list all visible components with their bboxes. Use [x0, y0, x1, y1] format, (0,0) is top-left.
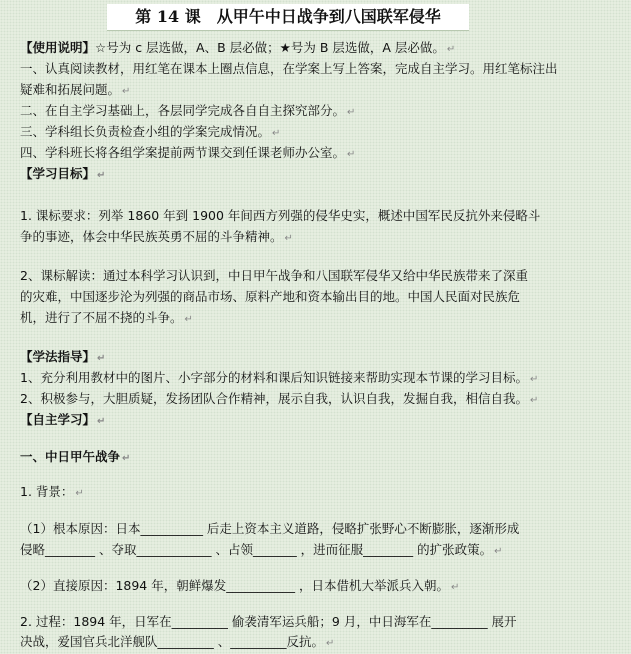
- direct-cause: [20, 576, 459, 594]
- usage-item-1b: [20, 80, 130, 98]
- goal-2a: [20, 266, 528, 284]
- return-mark: ↵: [347, 149, 356, 160]
- usage-item-4: [20, 143, 355, 161]
- return-mark: ↵: [97, 353, 106, 364]
- usage-item-1a: [20, 59, 558, 77]
- goals-heading-text: 【学习目标】: [20, 166, 96, 181]
- goals-heading: [20, 164, 105, 182]
- background-label-text: 1. 背景：: [20, 484, 74, 499]
- return-mark: ↵: [347, 107, 356, 118]
- return-mark: ↵: [450, 582, 460, 593]
- process-b: [20, 632, 334, 650]
- return-mark: ↵: [122, 453, 131, 464]
- process-a-text: 2. 过程：1894 年，日军在_________ 偷袭清军运兵船；9 月，中日海军在_________ 展开: [20, 614, 517, 629]
- goal-2a-text: 2、课标解读：通过本科学习认识到，中日甲午战争和八国联军侵华又给中华民族带来了深重: [20, 268, 528, 283]
- goal-2c: [20, 308, 193, 326]
- usage-note: [20, 38, 455, 56]
- root-cause-b: [20, 540, 503, 558]
- lesson-title: 第 14 课 从甲午中日战争到八国联军侵华: [107, 4, 469, 31]
- goal-2c-text: 机，进行了不屈不挠的斗争。: [20, 310, 183, 325]
- process-b-text: 决战，爱国官兵北洋舰队_________ 、_________反抗。: [20, 634, 324, 649]
- return-mark: ↵: [122, 86, 131, 97]
- usage-note-text: ☆号为 c 层选做，A、B 层必做；★号为 B 层选做，A 层必做。: [95, 40, 445, 55]
- goal-1b: [20, 227, 293, 245]
- return-mark: ↵: [272, 128, 281, 139]
- return-mark: ↵: [97, 416, 106, 427]
- method-2: [20, 389, 538, 407]
- return-mark: ↵: [284, 233, 293, 244]
- goal-1a: [20, 206, 540, 224]
- section-1-heading: [20, 447, 130, 465]
- return-mark: ↵: [446, 44, 456, 55]
- goal-1b-text: 争的事迹，体会中华民族英勇不屈的斗争精神。: [20, 229, 283, 244]
- usage-item-3-text: 三、学科组长负责检查小组的学案完成情况。: [20, 124, 271, 139]
- goal-1a-text: 1. 课标要求：列举 1860 年到 1900 年间西方列强的侵华史实，概述中国军民反抗外来侵略斗: [20, 208, 541, 223]
- self-study-heading-text: 【自主学习】: [20, 412, 96, 427]
- self-study-heading: [20, 410, 105, 428]
- section-1-heading-text: 一、中日甲午战争: [20, 449, 121, 464]
- usage-heading: 【使用说明】: [20, 40, 96, 55]
- return-mark: ↵: [325, 638, 335, 649]
- root-cause-a: [20, 519, 519, 537]
- return-mark: ↵: [529, 374, 539, 385]
- method-heading-text: 【学法指导】: [20, 349, 96, 364]
- return-mark: ↵: [184, 314, 193, 325]
- background-label: [20, 482, 84, 500]
- method-1-text: 1、充分利用教材中的图片、小字部分的材料和课后知识链接来帮助实现本节课的学习目标。: [20, 370, 528, 385]
- direct-cause-text: （2）直接原因：1894 年，朝鲜爆发___________ ，日本借机大举派兵入朝。: [20, 578, 449, 593]
- usage-item-2: [20, 101, 355, 119]
- usage-item-1a-text: 一、认真阅读教材，用红笔在课本上圈点信息，在学案上写上答案，完成自主学习。用红笔标注出: [20, 61, 558, 76]
- root-cause-a-text: （1）根本原因：日本__________ 后走上资本主义道路，侵略扩张野心不断膨胀，逐渐形成: [20, 521, 520, 536]
- goal-2b: [20, 287, 520, 305]
- process-a: [20, 612, 517, 630]
- goal-2b-text: 的灾难，中国逐步沦为列强的商品市场、原料产地和资本输出目的地。中国人民面对民族危: [20, 289, 521, 304]
- return-mark: ↵: [494, 546, 503, 557]
- return-mark: ↵: [97, 170, 106, 181]
- usage-item-4-text: 四、学科班长将各组学案提前两节课交到任课老师办公室。: [20, 145, 346, 160]
- usage-item-3: [20, 122, 280, 140]
- root-cause-b-text: 侵略________ 、夺取____________ 、占领_______ ，进而征服________ 的扩张政策。: [20, 542, 493, 557]
- usage-item-1b-text: 疑难和拓展问题。: [20, 82, 121, 97]
- method-heading: [20, 347, 105, 365]
- method-2-text: 2、积极参与，大胆质疑，发扬团队合作精神，展示自我，认识自我，发掘自我，相信自我。: [20, 391, 528, 406]
- return-mark: ↵: [529, 395, 539, 406]
- return-mark: ↵: [75, 488, 84, 499]
- method-1: [20, 368, 538, 386]
- usage-item-2-text: 二、在自主学习基础上，各层同学完成各自自主探究部分。: [20, 103, 346, 118]
